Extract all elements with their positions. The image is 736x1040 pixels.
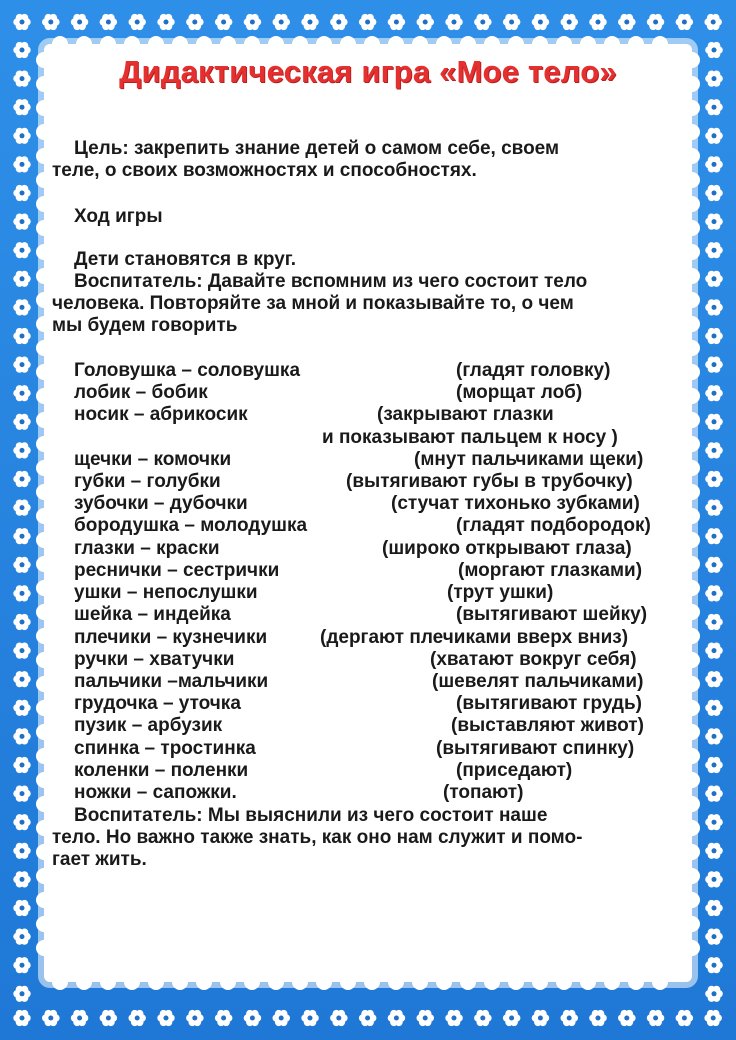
- flower-icon: [42, 1010, 60, 1026]
- flower-icon: [705, 242, 723, 258]
- flower-icon: [618, 1010, 636, 1026]
- flower-icon: [474, 1010, 492, 1026]
- flower-icon: [705, 757, 723, 773]
- flower-icon: [705, 814, 723, 830]
- page-title: Дидактическая игра «Мое тело»: [119, 54, 617, 89]
- rhyme-action: (вытягивают грудь): [456, 693, 642, 714]
- goal-text-line: Цель: закрепить знание детей о самом себе, своем: [74, 138, 560, 159]
- outro-text-line: гает жить.: [52, 849, 147, 870]
- flower-icon: [13, 614, 30, 630]
- flower-icon: [13, 643, 30, 659]
- rhyme-action: (вытягивают губы в трубочку): [346, 471, 633, 492]
- flower-icon: [301, 14, 319, 30]
- flower-icon: [561, 1010, 579, 1026]
- rhyme-action: (мнут пальчиками щеки): [414, 449, 644, 470]
- rhyme-verse: пальчики –мальчики: [74, 671, 269, 692]
- flower-icon: [157, 14, 174, 30]
- flower-icon: [13, 14, 30, 30]
- flower-icon: [215, 14, 233, 30]
- flower-icon: [705, 214, 723, 230]
- flower-icon: [13, 214, 30, 230]
- flower-icon: [244, 14, 261, 30]
- flower-icon: [705, 700, 723, 716]
- rhyme-verse: спинка – тростинка: [74, 738, 256, 759]
- flower-icon: [13, 1010, 30, 1026]
- flower-icon: [705, 929, 723, 945]
- rhyme-action: (морщат лоб): [456, 382, 583, 403]
- rhyme-verse: губки – голубки: [74, 471, 221, 492]
- flower-icon: [273, 14, 291, 30]
- rhyme-action: (выставляют живот): [451, 715, 644, 736]
- flower-icon: [13, 986, 30, 1002]
- rhyme-verse: плечики – кузнечики: [74, 627, 268, 648]
- flower-icon: [705, 900, 723, 916]
- flower-icon: [13, 814, 30, 830]
- rhyme-action: (дергают плечиками вверх вниз): [320, 627, 629, 648]
- flower-icon: [13, 671, 30, 687]
- flower-icon: [705, 471, 723, 487]
- rhyme-verse: грудочка – уточка: [74, 693, 241, 714]
- flower-icon: [13, 328, 30, 344]
- flower-icon: [13, 414, 30, 430]
- outro-text-line: Воспитатель: Мы выяснили из чего состоит наше: [74, 805, 548, 826]
- flower-icon: [705, 528, 723, 544]
- flower-icon: [705, 500, 723, 516]
- flower-icon: [13, 242, 30, 258]
- flower-icon: [388, 14, 406, 30]
- flower-icon: [129, 14, 146, 30]
- flower-icon: [13, 957, 30, 973]
- flower-icon: [13, 929, 30, 945]
- rhyme-verse: коленки – поленки: [74, 760, 249, 781]
- flower-icon: [129, 1010, 146, 1026]
- flower-icon: [71, 14, 89, 30]
- rhyme-action: (вытягивают спинку): [436, 738, 635, 759]
- flower-icon: [676, 14, 693, 30]
- flower-icon: [13, 728, 30, 744]
- flower-icon: [705, 957, 723, 973]
- flower-icon: [676, 1010, 693, 1026]
- rhyme-action: (гладят подбородок): [456, 515, 651, 536]
- flower-icon: [13, 871, 30, 887]
- flower-icon: [705, 442, 723, 458]
- flower-icon: [301, 1010, 319, 1026]
- rhyme-verse: зубочки – дубочки: [74, 493, 248, 514]
- flower-icon: [42, 14, 60, 30]
- rhyme-action: (приседают): [456, 760, 573, 781]
- rhyme-verse: лобик – бобик: [74, 382, 208, 403]
- rhyme-verse: бородушка – молодушка: [74, 515, 308, 536]
- flower-icon: [330, 14, 348, 30]
- flower-icon: [13, 786, 30, 802]
- rhyme-verse: реснички – сестрички: [74, 560, 280, 581]
- flower-icon: [186, 14, 204, 30]
- intro-text-line: Дети становятся в круг.: [74, 249, 297, 270]
- flower-icon: [647, 14, 665, 30]
- flower-icon: [13, 128, 30, 144]
- flower-icon: [417, 1010, 435, 1026]
- intro-text-line: человека. Повторяйте за мной и показывайте то, о чем: [52, 293, 574, 314]
- flower-icon: [705, 271, 723, 287]
- rhyme-verse: ушки – непослушки: [74, 582, 258, 603]
- rhyme-verse: носик – абрикосик: [74, 404, 248, 425]
- flower-icon: [705, 99, 723, 115]
- flower-icon: [705, 357, 723, 373]
- flower-icon: [13, 156, 30, 172]
- rhyme-action: (закрывают глазки: [377, 404, 554, 425]
- outro-text-line: тело. Но важно также знать, как оно нам служит и помо-: [52, 827, 583, 848]
- flower-icon: [503, 14, 520, 30]
- flower-icon: [13, 500, 30, 516]
- flower-icon: [705, 871, 723, 887]
- flower-icon: [532, 1010, 550, 1026]
- flower-icon: [13, 700, 30, 716]
- flower-icon: [445, 1010, 463, 1026]
- flower-icon: [13, 585, 30, 601]
- flower-icon: [273, 1010, 291, 1026]
- rhyme-verse: шейка – индейка: [74, 604, 231, 625]
- flower-icon: [705, 385, 723, 401]
- flower-icon: [445, 14, 463, 30]
- flower-icon: [13, 471, 30, 487]
- flower-icon: [532, 14, 550, 30]
- flower-icon: [186, 1010, 204, 1026]
- rhyme-action: и показывают пальцем к носу ): [322, 427, 618, 448]
- rhyme-action: (трут ушки): [447, 582, 554, 603]
- rhyme-action: (моргают глазками): [458, 560, 643, 581]
- flower-icon: [705, 643, 723, 659]
- flower-icon: [244, 1010, 261, 1026]
- rhyme-action: (хватают вокруг себя): [430, 649, 637, 670]
- flower-icon: [705, 728, 723, 744]
- flower-icon: [589, 14, 607, 30]
- flower-icon: [417, 14, 435, 30]
- flower-icon: [100, 14, 118, 30]
- flower-icon: [13, 757, 30, 773]
- flower-icon: [705, 156, 723, 172]
- flower-icon: [561, 14, 579, 30]
- rhyme-action: (шевелят пальчиками): [432, 671, 644, 692]
- flower-icon: [704, 14, 721, 30]
- goal-text-line: теле, о своих возможностях и способностях.: [52, 160, 477, 181]
- flower-icon: [705, 299, 723, 315]
- flower-icon: [705, 843, 723, 859]
- flower-icon: [705, 671, 723, 687]
- flower-icon: [705, 414, 723, 430]
- flower-icon: [388, 1010, 406, 1026]
- flower-icon: [503, 1010, 520, 1026]
- flower-icon: [13, 357, 30, 373]
- flower-icon: [704, 1010, 721, 1026]
- section-heading: Ход игры: [74, 206, 163, 227]
- flower-icon: [215, 1010, 233, 1026]
- rhyme-verse: Головушка – соловушка: [74, 360, 301, 381]
- rhyme-action: (гладят головку): [456, 360, 611, 381]
- rhyme-action: (топают): [443, 782, 524, 803]
- rhyme-verse: пузик – арбузик: [74, 715, 223, 736]
- flower-icon: [71, 1010, 89, 1026]
- flower-icon: [13, 271, 30, 287]
- flower-icon: [13, 385, 30, 401]
- flower-icon: [705, 328, 723, 344]
- flower-icon: [618, 14, 636, 30]
- rhyme-verse: щечки – комочки: [74, 449, 232, 470]
- flower-icon: [705, 185, 723, 201]
- rhyme-action: (широко открывают глаза): [382, 538, 632, 559]
- flower-icon: [705, 557, 723, 573]
- flower-icon: [13, 299, 30, 315]
- flower-icon: [705, 786, 723, 802]
- flower-icon: [359, 14, 377, 30]
- flower-icon: [13, 557, 30, 573]
- flower-icon: [330, 1010, 348, 1026]
- intro-text-line: Воспитатель: Давайте вспомним из чего состоит тело: [74, 271, 588, 292]
- flower-icon: [705, 128, 723, 144]
- flower-icon: [705, 585, 723, 601]
- flower-icon: [100, 1010, 118, 1026]
- flower-icon: [13, 900, 30, 916]
- flower-icon: [474, 14, 492, 30]
- flower-icon: [13, 528, 30, 544]
- flower-icon: [13, 185, 30, 201]
- flower-icon: [705, 986, 723, 1002]
- flower-icon: [647, 1010, 665, 1026]
- flower-icon: [359, 1010, 377, 1026]
- flower-icon: [157, 1010, 174, 1026]
- rhyme-action: (вытягивают шейку): [456, 604, 648, 625]
- flower-icon: [705, 614, 723, 630]
- flower-icon: [13, 99, 30, 115]
- rhyme-action: (стучат тихонько зубками): [391, 493, 640, 514]
- rhyme-verse: ножки – сапожки.: [74, 782, 237, 803]
- flower-icon: [13, 442, 30, 458]
- flower-icon: [589, 1010, 607, 1026]
- intro-text-line: мы будем говорить: [52, 315, 238, 336]
- rhyme-verse: ручки – хватучки: [74, 649, 235, 670]
- flower-icon: [13, 843, 30, 859]
- rhyme-verse: глазки – краски: [74, 538, 220, 559]
